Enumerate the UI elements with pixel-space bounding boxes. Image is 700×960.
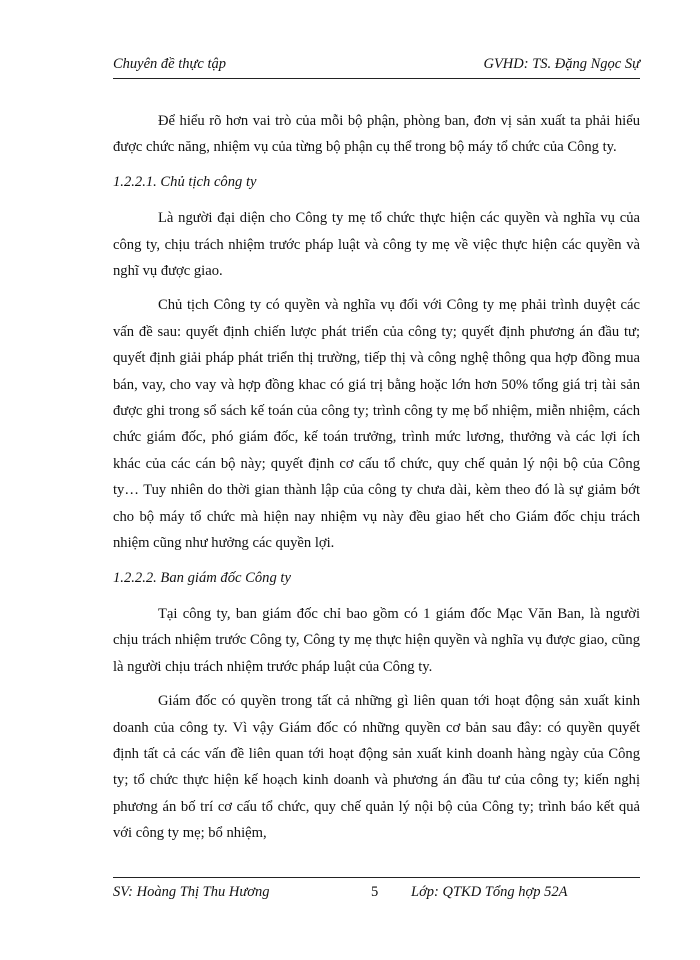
footer-student: SV: Hoàng Thị Thu Hương [113,884,270,900]
section-heading-board: 1.2.2.2. Ban giám đốc Công ty [113,569,291,586]
page-content [113,108,640,855]
board-paragraph-2: Giám đốc có quyền trong tất cả những gì liên quan tới hoạt động sản xuất kinh doanh của công ty. Vì vậy Giám đốc có những quyền cơ bản sau đây: có quyền quyết định tất cả các vấn đề liên quan tới hoạt động sản xuất kinh doanh hàng ngày của Công ty; tổ chức thực hiện kế hoạch kinh doanh và phương án đầu tư của công ty; kiến nghị phương án bố trí cơ cấu tổ chức, quy chế quản lý nội bộ của Công ty; trình báo kết quả với công ty mẹ; bổ nhiệm, [113,693,640,842]
page-footer [113,877,640,908]
header-supervisor: GVHD: TS. Đặng Ngọc Sự [483,56,640,72]
section-heading-chairman: 1.2.2.1. Chủ tịch công ty [113,173,257,190]
board-paragraph-1: Tại công ty, ban giám đốc chỉ bao gồm có 1 giám đốc Mạc Văn Ban, là người chịu trách nhiệm trước Công ty, Công ty mẹ thực hiện quyền và nghĩa vụ được giao, cũng là người chịu trách nhiệm trước pháp luật của Công ty. [113,605,640,675]
intro-paragraph: Để hiểu rõ hơn vai trò của mỗi bộ phận, phòng ban, đơn vị sản xuất ta phải hiểu được chức năng, nhiệm vụ của từng bộ phận cụ thể trong bộ máy tổ chức của Công ty. [113,113,640,156]
chairman-paragraph-2: Chủ tịch Công ty có quyền và nghĩa vụ đối với Công ty mẹ phải trình duyệt các vấn đề sau: quyết định chiến lược phát triển của công ty; quyết định phương án đầu tư; quyết định giải pháp phát triển thị trường, tiếp thị và công nghệ thông qua hợp đồng mua bán, vay, cho vay và hợp đồng khac có giá trị bằng hoặc lớn hơn 50% tổng giá trị tài sản được ghi trong sổ sách kế toán của công ty; trình công ty mẹ bổ nhiệm, miễn nhiệm, cách chức giám đốc, phó giám đốc, kế toán trưởng, trình mức lương, thưởng và các lợi ích khác của các cán bộ này; quyết định cơ cấu tổ chức, quy chế quản lý nội bộ của Công ty… Tuy nhiên do thời gian thành lập của công ty chưa dài, kèm theo đó là sự giảm bớt cho bộ máy tổ chức mà hiện nay nhiệm vụ này đều giao hết cho Giám đốc chịu trách nhiệm cũng như hưởng các quyền lợi. [113,297,640,552]
header-title: Chuyên đề thực tập [113,56,227,72]
footer-class: Lớp: QTKD Tổng hợp 52A [411,884,568,900]
chairman-paragraph-1: Là người đại diện cho Công ty mẹ tổ chức thực hiện các quyền và nghĩa vụ của công ty, chịu trách nhiệm trước pháp luật và công ty mẹ về việc thực hiện các quyền và nghĩ vụ được giao. [113,210,640,280]
page-number: 5 [371,884,379,900]
page-header [113,52,640,79]
